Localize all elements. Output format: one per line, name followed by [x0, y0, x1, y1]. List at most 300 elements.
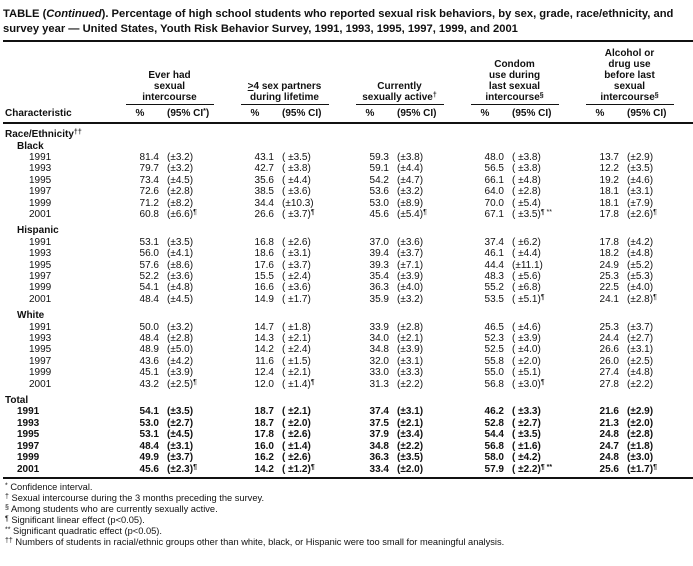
- ci-value: (±4.5): [167, 429, 194, 441]
- ci-value: (±2.0): [397, 463, 424, 475]
- ci-value: ( ±2.0): [282, 417, 311, 429]
- percent-value: 37.0: [369, 236, 389, 248]
- percent-value: 48.4: [139, 293, 159, 305]
- percent-value: 56.8: [484, 378, 504, 390]
- ci-column-header: (95% CI): [619, 105, 693, 123]
- percent-value: 45.6: [369, 208, 389, 220]
- percent-column-header: %: [466, 105, 504, 123]
- ci-value: (±4.6): [627, 174, 654, 186]
- ci-value: ( ±6.8): [512, 282, 541, 294]
- percent-value: 53.5: [484, 293, 504, 305]
- percent-value: 57.9: [484, 463, 504, 475]
- ci-value: ( ±2.6): [282, 429, 311, 441]
- ci-value: (±2.2): [397, 378, 424, 390]
- ci-value: (±2.9): [627, 151, 654, 163]
- percent-value: 18.6: [254, 248, 274, 260]
- percent-value: 18.2: [599, 248, 619, 260]
- footnote: ¶ Significant linear effect (p<0.05).: [5, 514, 145, 525]
- ci-value: (±3.9): [397, 271, 424, 282]
- ci-value: (±4.4): [397, 163, 424, 175]
- percent-value: 64.0: [484, 186, 504, 198]
- ci-value: ( ±2.1): [282, 367, 311, 379]
- table-row: [3, 333, 693, 344]
- ci-value: ( ±4.8): [512, 174, 541, 186]
- percent-value: 45.6: [139, 463, 159, 475]
- percent-value: 53.1: [139, 429, 159, 441]
- year-label: 1993: [29, 163, 52, 175]
- year-label: 1993: [29, 333, 52, 345]
- percent-value: 31.3: [369, 378, 389, 390]
- ci-value: ( ±2.4): [282, 344, 311, 356]
- percent-value: 70.0: [484, 197, 504, 209]
- percent-value: 14.2: [254, 344, 274, 356]
- percent-value: 54.4: [484, 429, 504, 441]
- ci-value: (±2.5): [627, 355, 654, 367]
- footnote: ** Significant quadratic effect (p<0.05).: [5, 525, 162, 536]
- ci-value: ( ±4.4): [282, 174, 311, 186]
- ci-value: ( ±3.6): [282, 282, 311, 294]
- ci-value: ( ±3.8): [282, 163, 311, 175]
- ci-column-header: (95% CI): [389, 105, 466, 123]
- ci-value: ( ±2.1): [282, 406, 311, 418]
- percent-value: 52.5: [484, 344, 504, 356]
- ci-value: (±3.7): [167, 452, 194, 464]
- ci-value: ( ±2.1): [282, 333, 311, 345]
- percent-value: 25.3: [599, 321, 619, 333]
- ci-value: ( ±4.0): [512, 344, 541, 356]
- ci-value: ( ±4.4): [512, 248, 541, 260]
- percent-value: 17.8: [599, 236, 619, 248]
- percent-value: 71.2: [139, 197, 159, 209]
- percent-value: 36.3: [369, 452, 389, 464]
- ci-value: ( ±2.6): [282, 452, 311, 464]
- ci-value: (±7.9): [627, 197, 654, 209]
- percent-column-header: %: [121, 105, 159, 123]
- percent-value: 45.1: [139, 367, 159, 379]
- ci-value: ( ±1.5): [282, 355, 311, 367]
- ci-value: (±2.3)¶: [167, 463, 197, 475]
- ci-value: (±7.1): [397, 259, 424, 271]
- percent-value: 14.9: [254, 293, 274, 305]
- section-label: Total: [5, 395, 29, 407]
- ci-value: (±3.7): [397, 248, 424, 260]
- percent-value: 32.0: [369, 355, 389, 367]
- percent-value: 55.8: [484, 355, 504, 367]
- table-title-continued: Continued: [46, 8, 102, 20]
- ci-value: ( ±3.7): [282, 259, 311, 271]
- percent-value: 18.1: [599, 186, 619, 198]
- percent-value: 55.0: [484, 367, 504, 379]
- ci-value: (±2.7): [627, 333, 654, 345]
- table-row: [3, 175, 693, 186]
- column-group-header: Alcohol or drug use before last sexual intercourse§: [581, 41, 693, 105]
- ci-value: (±2.8): [167, 333, 194, 345]
- percent-value: 12.2: [599, 163, 619, 175]
- percent-value: 56.8: [484, 440, 504, 452]
- ci-value: ( ±4.2): [512, 452, 541, 464]
- column-group-header: Currently sexually active†: [351, 41, 466, 105]
- percent-value: 42.7: [254, 163, 274, 175]
- ci-value: ( ±3.8): [512, 163, 541, 175]
- table-row: [3, 344, 693, 355]
- ci-value: ( ±3.5): [282, 151, 311, 163]
- year-label: 1995: [29, 259, 52, 271]
- ci-value: (±3.2): [397, 293, 424, 305]
- ci-value: (±2.2): [627, 378, 654, 390]
- percent-value: 17.8: [599, 208, 619, 220]
- percent-value: 37.4: [484, 236, 504, 248]
- ci-value: (±2.8): [397, 321, 424, 333]
- percent-value: 58.0: [484, 452, 504, 464]
- table-row: [3, 367, 693, 378]
- footnote-marker: §: [5, 504, 9, 512]
- table-title-suffix: ). Percentage of high school students who reported sexual risk behaviors, by sex, grade, race/ethnicity, and survey year — United States, Youth Risk Behavior Survey, 1991, 1993, 1995, 1997, 1999, and 2001: [3, 8, 674, 35]
- percent-value: 53.1: [139, 236, 159, 248]
- percent-value: 56.5: [484, 163, 504, 175]
- ci-value: (±3.2): [397, 186, 424, 198]
- column-group-header: Ever had sexual intercourse: [121, 41, 236, 105]
- section-row: [3, 123, 693, 140]
- ci-value: (±3.1): [627, 344, 654, 356]
- ci-value: (±3.2): [167, 321, 194, 333]
- percent-value: 49.9: [139, 452, 159, 464]
- percent-value: 54.1: [139, 406, 159, 418]
- percent-value: 46.2: [484, 406, 504, 418]
- percent-value: 37.4: [369, 406, 389, 418]
- percent-value: 14.3: [254, 333, 274, 345]
- table-row: [3, 271, 693, 282]
- section-label: Black: [17, 140, 44, 152]
- year-label: 1991: [29, 321, 52, 333]
- year-label: 1995: [29, 174, 52, 186]
- percent-value: 52.3: [484, 333, 504, 345]
- percent-value: 34.8: [369, 440, 389, 452]
- ci-value: (±4.5): [167, 174, 194, 186]
- percent-column-header: %: [351, 105, 389, 123]
- ci-value: ( ±5.1)¶: [512, 293, 545, 305]
- ci-value: ( ±1.6): [512, 440, 541, 452]
- ci-value: ( ±2.6): [282, 236, 311, 248]
- column-label-row: [3, 105, 693, 123]
- footnote-marker: ¶: [5, 515, 9, 523]
- column-group-header: Condom use during last sexual intercourse§: [466, 41, 581, 105]
- ci-value: (±3.7): [627, 321, 654, 333]
- ci-value: (±2.2): [397, 440, 424, 452]
- ci-value: (±8.2): [167, 197, 194, 209]
- ci-value: (±4.8): [627, 367, 654, 379]
- ci-value: (±3.5): [167, 236, 194, 248]
- percent-value: 79.7: [139, 163, 159, 175]
- percent-value: 48.3: [484, 271, 504, 282]
- ci-value: (±10.3): [282, 197, 314, 209]
- footnote: † Sexual intercourse during the 3 months preceding the survey.: [5, 492, 265, 503]
- ci-value: (±3.2): [167, 151, 194, 163]
- ci-value: ( ±5.1): [512, 367, 541, 379]
- ci-value: (±4.7): [397, 174, 424, 186]
- percent-value: 39.4: [369, 248, 389, 260]
- percent-value: 54.2: [369, 174, 389, 186]
- percent-value: 16.6: [254, 282, 274, 294]
- table-row: [3, 356, 693, 367]
- percent-value: 54.1: [139, 282, 159, 294]
- ci-value: ( ±5.4): [512, 197, 541, 209]
- percent-value: 26.6: [254, 208, 274, 220]
- percent-value: 56.0: [139, 248, 159, 260]
- percent-value: 48.4: [139, 440, 159, 452]
- percent-value: 81.4: [139, 151, 159, 163]
- percent-value: 48.9: [139, 344, 159, 356]
- percent-value: 57.6: [139, 259, 159, 271]
- percent-value: 59.1: [369, 163, 389, 175]
- percent-value: 35.9: [369, 293, 389, 305]
- ci-value: ( ±3.0)¶: [512, 378, 545, 390]
- percent-value: 33.9: [369, 321, 389, 333]
- ci-value: (±5.4)¶: [397, 208, 427, 220]
- footnote-marker: †: [5, 493, 9, 501]
- percent-value: 26.6: [599, 344, 619, 356]
- ci-value: (±3.4): [397, 429, 424, 441]
- footnote-marker: **: [5, 526, 11, 534]
- column-group-header: >4 sex partners during lifetime: [236, 41, 351, 105]
- percent-value: 34.4: [254, 197, 274, 209]
- table-row: [3, 418, 693, 429]
- table-row: [3, 282, 693, 293]
- percent-value: 11.6: [255, 355, 274, 367]
- percent-value: 24.7: [599, 440, 619, 452]
- percent-value: 72.6: [139, 186, 159, 198]
- ci-value: (±3.5): [397, 452, 424, 464]
- ci-column-header: (95% CI): [504, 105, 581, 123]
- ci-value: ( ±2.4): [282, 271, 311, 282]
- percent-value: 33.0: [369, 367, 389, 379]
- section-row: [3, 141, 693, 152]
- percent-value: 21.6: [599, 406, 619, 418]
- year-label: 1997: [29, 271, 52, 282]
- percent-value: 37.9: [369, 429, 389, 441]
- ci-value: (±4.1): [167, 248, 194, 260]
- section-label: Race/Ethnicity††: [5, 129, 82, 141]
- percent-value: 17.6: [254, 259, 274, 271]
- percent-value: 27.8: [599, 378, 619, 390]
- column-group-row: [3, 41, 693, 105]
- ci-value: ( ±1.2)¶: [282, 463, 315, 475]
- table-row: [3, 152, 693, 163]
- ci-value: (±4.8): [627, 248, 654, 260]
- table-body: [3, 123, 693, 478]
- year-label: 2001: [29, 208, 52, 220]
- ci-value: (±3.5): [627, 163, 654, 175]
- percent-value: 38.5: [254, 186, 274, 198]
- ci-value: ( ±1.7): [282, 293, 311, 305]
- percent-value: 16.2: [254, 452, 274, 464]
- percent-value: 48.0: [484, 151, 504, 163]
- ci-value: ( ±3.6): [282, 186, 311, 198]
- ci-value: (±2.7): [167, 417, 194, 429]
- table-row: [3, 452, 693, 463]
- ci-value: ( ±3.8): [512, 151, 541, 163]
- percent-value: 18.1: [599, 197, 619, 209]
- ci-value: (±2.8): [167, 186, 194, 198]
- percent-value: 46.1: [484, 248, 504, 260]
- percent-value: 33.4: [369, 463, 389, 475]
- table-row: [3, 198, 693, 209]
- percent-value: 37.5: [369, 417, 389, 429]
- percent-value: 67.1: [484, 208, 504, 220]
- percent-value: 44.4: [484, 259, 504, 271]
- percent-value: 25.6: [599, 463, 619, 475]
- year-label: 1995: [17, 429, 40, 441]
- percent-value: 16.8: [254, 236, 274, 248]
- year-label: 1999: [29, 367, 52, 379]
- table-row: [3, 248, 693, 259]
- section-row: [3, 220, 693, 236]
- percent-value: 16.0: [254, 440, 274, 452]
- percent-value: 53.6: [369, 186, 389, 198]
- year-label: 2001: [17, 463, 40, 475]
- year-label: 2001: [29, 293, 52, 305]
- ci-value: ( ±3.5): [512, 429, 541, 441]
- table-row: [3, 441, 693, 452]
- percent-value: 15.5: [254, 271, 274, 282]
- percent-value: 24.8: [599, 429, 619, 441]
- table-row: [3, 163, 693, 174]
- table-header: [3, 41, 693, 123]
- ci-column-header: (95% CI*): [159, 105, 236, 123]
- percent-value: 48.4: [139, 333, 159, 345]
- percent-value: 60.8: [139, 208, 159, 220]
- year-label: 1999: [29, 197, 52, 209]
- table-row: [3, 406, 693, 417]
- percent-value: 50.0: [139, 321, 159, 333]
- percent-column-header: %: [581, 105, 619, 123]
- ci-value: (±3.6): [397, 236, 424, 248]
- section-label: White: [17, 310, 45, 322]
- ci-value: ( ±2.7): [512, 417, 541, 429]
- ci-value: (±4.8): [167, 282, 194, 294]
- table-row: [3, 379, 693, 390]
- percent-value: 53.0: [139, 417, 159, 429]
- percent-value: 24.9: [599, 259, 619, 271]
- percent-value: 14.2: [254, 463, 274, 475]
- table-row: [3, 322, 693, 333]
- percent-value: 18.7: [254, 417, 274, 429]
- footnote: § Among students who are currently sexually active.: [5, 503, 218, 514]
- percent-value: 27.4: [599, 367, 619, 379]
- ci-value: ( ±3.5)¶ **: [512, 208, 552, 220]
- ci-value: (±1.7)¶: [627, 463, 657, 475]
- percent-value: 43.2: [139, 378, 159, 390]
- ci-value: (±4.0): [627, 282, 654, 294]
- ci-value: (±4.5): [167, 293, 194, 305]
- ci-value: (±2.5)¶: [167, 378, 197, 390]
- year-label: 1995: [29, 344, 52, 356]
- percent-value: 52.2: [139, 271, 159, 282]
- percent-value: 22.5: [599, 282, 619, 294]
- section-row: [3, 390, 693, 406]
- year-label: 1999: [17, 452, 40, 464]
- year-label: 1993: [17, 417, 40, 429]
- ci-value: (±8.9): [397, 197, 424, 209]
- section-label: Hispanic: [17, 225, 59, 237]
- percent-value: 39.3: [369, 259, 389, 271]
- risk-behavior-table: [3, 40, 693, 479]
- ci-value: (±3.6): [167, 271, 194, 282]
- ci-value: ( ±2.8): [512, 186, 541, 198]
- year-label: 2001: [29, 378, 52, 390]
- ci-value: ( ±1.4)¶: [282, 378, 315, 390]
- table-row: [3, 209, 693, 220]
- ci-value: (±1.8): [627, 440, 654, 452]
- ci-value: (±3.9): [397, 344, 424, 356]
- ci-value: (±11.1): [512, 259, 543, 271]
- percent-value: 13.7: [599, 151, 619, 163]
- footnotes: [5, 482, 690, 548]
- percent-value: 66.1: [484, 174, 504, 186]
- ci-value: (±5.2): [627, 259, 654, 271]
- ci-value: ( ±3.3): [512, 406, 541, 418]
- table-row: [3, 294, 693, 305]
- ci-column-header: (95% CI): [274, 105, 351, 123]
- ci-value: (±3.9): [167, 367, 194, 379]
- ci-value: (±8.6): [167, 259, 194, 271]
- ci-value: (±3.0): [627, 452, 654, 464]
- ci-value: ( ±6.2): [512, 236, 541, 248]
- percent-value: 43.1: [254, 151, 274, 163]
- section-row: [3, 305, 693, 321]
- ci-value: ( ±3.7)¶: [282, 208, 315, 220]
- percent-value: 35.6: [254, 174, 274, 186]
- percent-value: 35.4: [369, 271, 389, 282]
- ci-value: ( ±3.9): [512, 333, 541, 345]
- ci-value: ( ±2.2)¶ **: [512, 463, 553, 475]
- ci-value: ( ±3.1): [282, 248, 311, 260]
- percent-value: 53.0: [369, 197, 389, 209]
- year-label: 1997: [29, 186, 52, 198]
- ci-value: (±2.1): [397, 333, 424, 345]
- year-label: 1991: [29, 236, 52, 248]
- percent-value: 24.8: [599, 452, 619, 464]
- ci-value: (±2.6)¶: [627, 208, 657, 220]
- ci-value: ( ±5.6): [512, 271, 541, 282]
- percent-value: 18.7: [254, 406, 274, 418]
- ci-value: (±2.9): [627, 406, 654, 418]
- percent-value: 12.0: [254, 378, 274, 390]
- percent-value: 46.5: [484, 321, 504, 333]
- table-row: [3, 186, 693, 197]
- ci-value: (±3.1): [167, 440, 194, 452]
- percent-value: 21.3: [599, 417, 619, 429]
- percent-value: 24.1: [599, 293, 619, 305]
- percent-value: 73.4: [139, 174, 159, 186]
- percent-value: 25.3: [599, 271, 619, 282]
- ci-value: ( ±1.4): [282, 440, 311, 452]
- ci-value: (±3.3): [397, 367, 424, 379]
- percent-value: 14.7: [254, 321, 274, 333]
- table-row: [3, 464, 693, 478]
- percent-value: 43.6: [139, 355, 159, 367]
- percent-value: 17.8: [254, 429, 274, 441]
- percent-value: 36.3: [369, 282, 389, 294]
- ci-value: (±4.2): [167, 355, 194, 367]
- year-label: 1999: [29, 282, 52, 294]
- year-label: 1997: [17, 440, 40, 452]
- percent-value: 12.4: [254, 367, 274, 379]
- ci-value: (±4.2): [627, 236, 654, 248]
- year-label: 1993: [29, 248, 52, 260]
- percent-value: 59.3: [369, 151, 389, 163]
- table-row: [3, 237, 693, 248]
- year-label: 1997: [29, 355, 52, 367]
